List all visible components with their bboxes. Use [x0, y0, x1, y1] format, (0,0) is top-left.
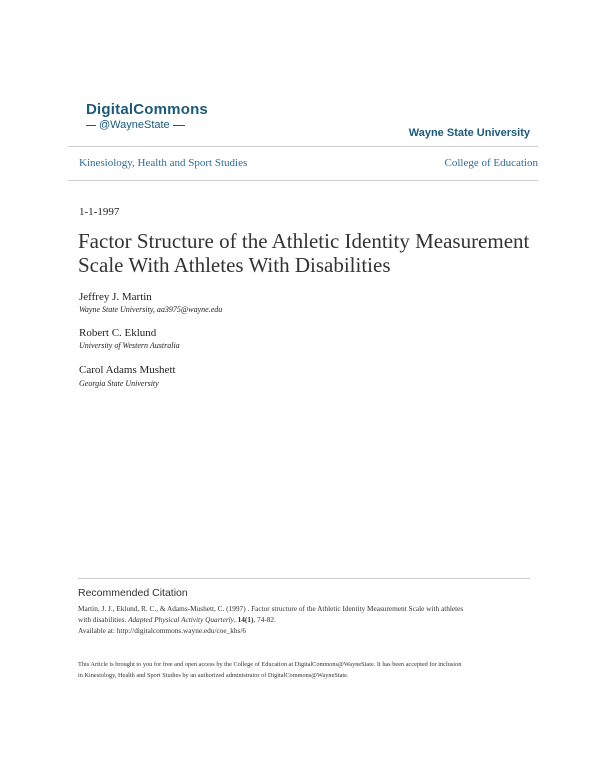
logo-wordmark: DigitalCommons — [86, 101, 208, 118]
recommended-citation-heading: Recommended Citation — [78, 587, 188, 599]
citation-line: Martin, J. J., Eklund, R. C., & Adams-Mushett, C. (1997) . Factor structure of the Athletic Identity Measurement Scale with athletes — [78, 604, 464, 613]
nav-divider — [68, 180, 538, 181]
access-notice-line: in Kinesiology, Health and Sport Studies by an authorized administrator of DigitalCommons@WayneState. — [78, 672, 349, 679]
access-notice-line: This Article is brought to you for free and open access by the College of Education at DigitalCommons@WayneState. It has been accepted for inclusion — [78, 661, 462, 668]
citation-line — [78, 614, 528, 625]
logo-subline — [86, 119, 208, 131]
author-name[interactable]: Carol Adams Mushett — [79, 364, 176, 376]
author-affiliation: Georgia State University — [79, 379, 159, 388]
logo-subtext: @WayneState — [99, 119, 170, 131]
author-name[interactable]: Robert C. Eklund — [79, 327, 157, 339]
college-link[interactable]: College of Education — [444, 157, 538, 169]
citation-divider — [78, 578, 530, 579]
citation-comma: , — [233, 615, 238, 624]
logo-rule-left — [86, 125, 96, 126]
author-affiliation: University of Western Australia — [79, 341, 180, 350]
header-divider — [68, 146, 538, 147]
digitalcommons-logo[interactable] — [86, 102, 208, 131]
logo-rule-right — [173, 125, 185, 126]
department-link[interactable]: Kinesiology, Health and Sport Studies — [79, 157, 248, 169]
journal-volume: 14 — [237, 615, 245, 624]
author-affiliation: Wayne State University, aa3975@wayne.edu — [79, 305, 223, 314]
citation-text — [78, 603, 528, 636]
author-name[interactable]: Jeffrey J. Martin — [79, 291, 152, 303]
access-notice — [78, 659, 538, 681]
journal-name: Adapted Physical Activity Quarterly — [128, 615, 234, 624]
university-link[interactable]: Wayne State University — [408, 127, 530, 139]
journal-issue: (1) — [244, 615, 254, 624]
available-at-link[interactable]: Available at: http://digitalcommons.wayne.edu/coe_khs/6 — [78, 626, 247, 635]
publication-date: 1-1-1997 — [79, 206, 120, 218]
citation-prefix: with disabilities. — [78, 615, 129, 624]
journal-pages: , 74-82. — [253, 615, 276, 624]
document-title: Factor Structure of the Athletic Identity Measurement Scale With Athletes With Disabilities — [78, 229, 530, 277]
